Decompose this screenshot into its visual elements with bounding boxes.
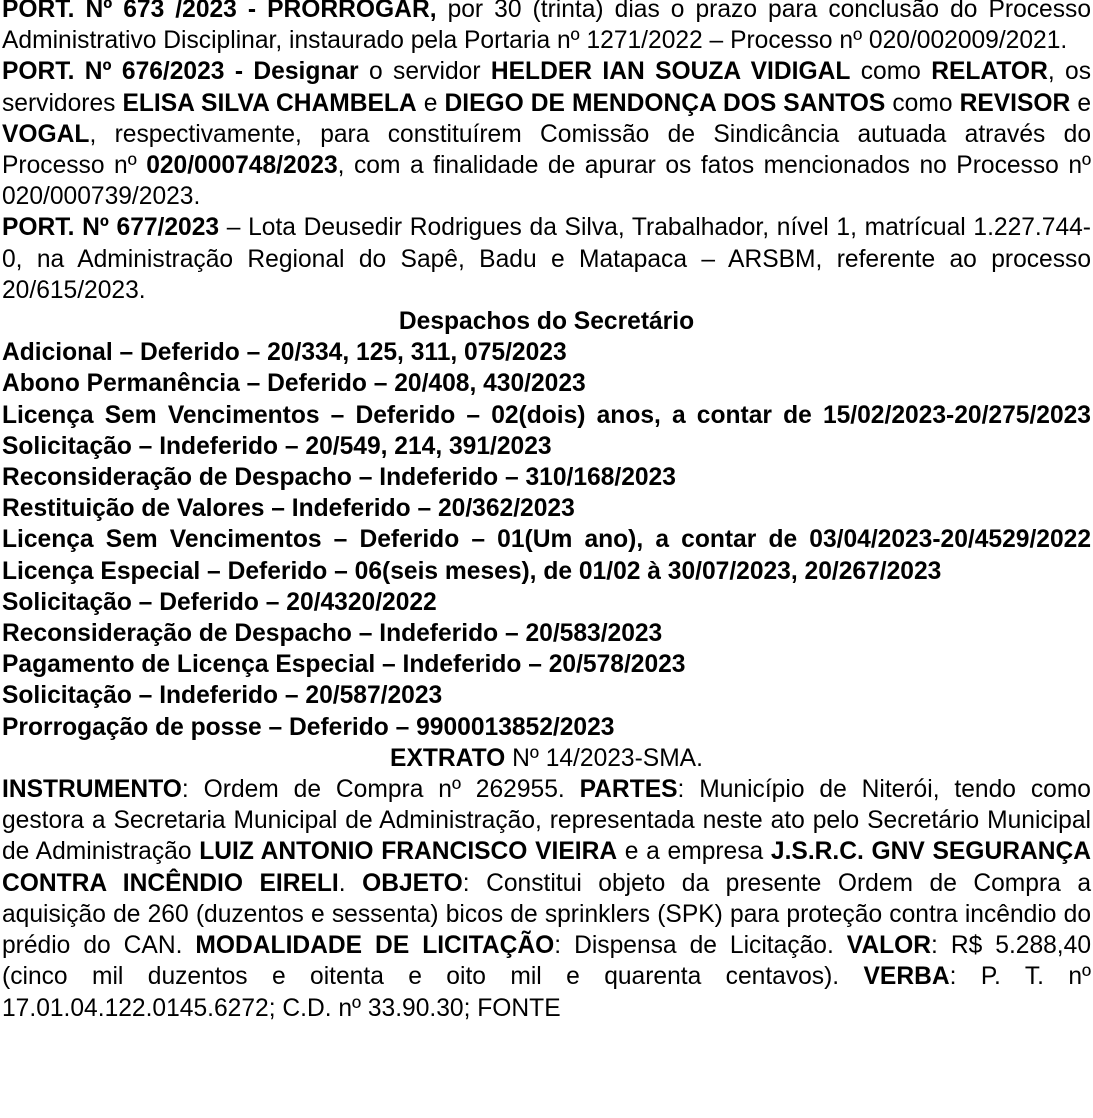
extrato-title-bold: EXTRATO (390, 744, 506, 772)
process-number: 020/000748/2023 (146, 152, 338, 180)
despacho-item: Solicitação – Indeferido – 20/587/2023 (2, 682, 443, 710)
text-run: : P. T. nº 17.01.04.122.0145.6272; C.D. nº 33.90.30; FONTE (2, 963, 1091, 1022)
portaria-677-heading: PORT. Nº 677/2023 (2, 214, 220, 242)
text-run: e (416, 89, 445, 117)
extrato-body (2, 774, 1091, 1024)
empresa-name: J.S.R.C. GNV SEGURANÇA CONTRA INCÊNDIO EIRELI (2, 838, 1092, 897)
extrato-title-number: Nº 14/2023-SMA. (505, 744, 703, 772)
despacho-item: Abono Permanência – Deferido – 20/408, 430/2023 (2, 370, 586, 398)
text-run: : Ordem de Compra nº 262955. (181, 776, 580, 804)
servidor-name: DIEGO DE MENDONÇA DOS SANTOS (444, 89, 886, 117)
despacho-item: Adicional – Deferido – 20/334, 125, 311, 075/2023 (2, 339, 567, 367)
portaria-677 (2, 212, 1091, 306)
text-run: . (338, 869, 363, 897)
despachos-title-text: Despachos do Secretário (398, 308, 695, 336)
despachos-title (2, 306, 1091, 337)
despacho-item: Pagamento de Licença Especial – Indeferido – 20/578/2023 (2, 651, 686, 679)
portaria-673-text: por 30 (trinta) dias o prazo para conclusão do Processo Administrativo Disciplinar, instaurado pela Portaria nº 1271/2022 – Processo nº 020/002009/2021. (2, 0, 1091, 55)
relator-name: HELDER IAN SOUZA VIDIGAL (490, 58, 851, 86)
label-modalidade: MODALIDADE DE LICITAÇÃO (195, 932, 555, 960)
text-run: , os servidores (2, 58, 1091, 117)
label-verba: VERBA (863, 963, 950, 991)
text-run: , com a finalidade de apurar os fatos mencionados no Processo nº 020/000739/2023. (2, 152, 1091, 211)
despacho-item: Reconsideração de Despacho – Indeferido – 310/168/2023 (2, 464, 676, 492)
secretario-name: LUIZ ANTONIO FRANCISCO VIEIRA (199, 838, 618, 866)
despacho-item: Licença Sem Vencimentos – Deferido – 01(Um ano), a contar de 03/04/2023-20/4529/2022 (2, 526, 1091, 554)
despacho-item: Solicitação – Deferido – 20/4320/2022 (2, 588, 437, 616)
despacho-item: Licença Sem Vencimentos – Deferido – 02(dois) anos, a contar de 15/02/2023-20/275/2023 (2, 401, 1091, 429)
text-run: o servidor (358, 58, 491, 86)
label-instrumento: INSTRUMENTO (2, 776, 182, 804)
portaria-676 (2, 56, 1091, 212)
role-vogal: VOGAL (2, 120, 90, 148)
text-run: e a empresa (617, 838, 771, 866)
portaria-677-text: – Lota Deusedir Rodrigues da Silva, Trabalhador, nível 1, matrícual 1.227.744-0, na Administração Regional do Sapê, Badu e Matapaca – ARSBM, referente ao processo 20/615/2023. (2, 214, 1091, 304)
extrato-title (2, 743, 1091, 774)
label-objeto: OBJETO (362, 869, 463, 897)
text-run: e (1070, 89, 1092, 117)
despacho-item: Reconsideração de Despacho – Indeferido – 20/583/2023 (2, 620, 663, 648)
label-partes: PARTES (579, 776, 678, 804)
despacho-item: Restituição de Valores – Indeferido – 20/362/2023 (2, 495, 575, 523)
role-relator: RELATOR (931, 58, 1048, 86)
portaria-673 (2, 0, 1091, 56)
despacho-item: Licença Especial – Deferido – 06(seis meses), de 01/02 à 30/07/2023, 20/267/2023 (2, 557, 942, 585)
text-run: como (885, 89, 960, 117)
role-revisor: REVISOR (959, 89, 1071, 117)
text-run: : Dispensa de Licitação. (554, 932, 847, 960)
text-run: como (850, 58, 932, 86)
text-run: , respectivamente, para constituírem Comissão de Sindicância autuada através do Processo nº (2, 120, 1091, 180)
servidor-name: ELISA SILVA CHAMBELA (122, 89, 417, 117)
text-run: : R$ 5.288,40 (cinco mil duzentos e oitenta e oito mil e quarenta centavos). (2, 932, 1091, 991)
portaria-673-heading: PORT. Nº 673 /2023 - PRORROGAR, (2, 0, 437, 23)
text-run: : Município de Niterói, tendo como gestora a Secretaria Municipal de Administração, representada neste ato pelo Secretário Municipal de Administração (2, 776, 1091, 866)
text-run: : Constitui objeto da presente Ordem de Compra a aquisição de 260 (duzentos e sessenta) bicos de sprinklers (SPK) para proteção contra incêndio do prédio do CAN. (2, 869, 1092, 960)
despacho-item: Prorrogação de posse – Deferido – 9900013852/2023 (2, 713, 615, 741)
portaria-676-heading: PORT. Nº 676/2023 - Designar (2, 58, 359, 86)
label-valor: VALOR (846, 932, 932, 960)
despacho-item: Solicitação – Indeferido – 20/549, 214, 391/2023 (2, 432, 552, 460)
